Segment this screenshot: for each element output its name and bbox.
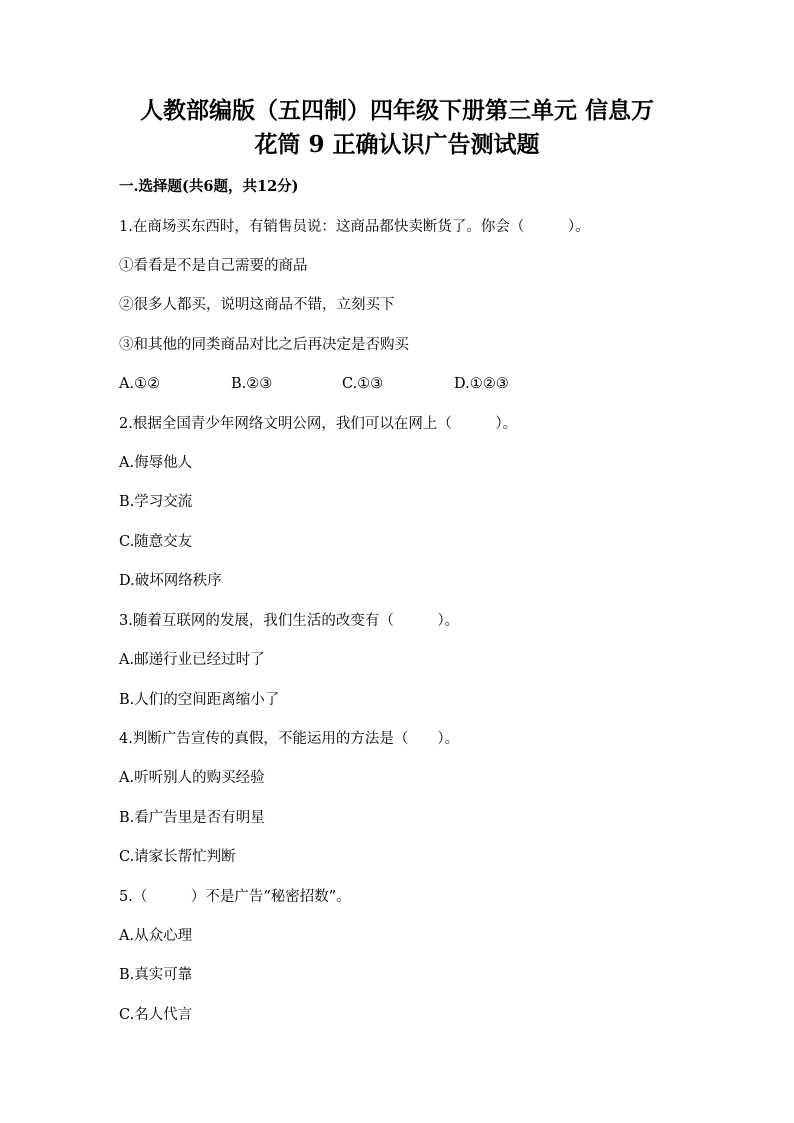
- question-1-statement-1: ①看看是不是自己需要的商品: [119, 258, 308, 274]
- question-1-statement-2: ②很多人都买，说明这商品不错，立刻买下: [119, 297, 395, 313]
- question-4-option-c: C.请家长帮忙判断: [119, 849, 236, 865]
- question-3-option-b: B.人们的空间距离缩小了: [119, 692, 280, 708]
- question-1-option-b: B.②③: [231, 376, 273, 392]
- question-2-option-d: D.破坏网络秩序: [119, 573, 222, 589]
- question-2-stem: 2.根据全国青少年网络文明公网，我们可以在网上（ ）。: [119, 416, 518, 432]
- question-2-option-c: C.随意交友: [119, 534, 193, 550]
- question-4-stem: 4.判断广告宣传的真假，不能运用的方法是（ ）。: [119, 731, 460, 747]
- question-1-option-c: C.①③: [342, 376, 384, 392]
- question-1-statement-3: ③和其他的同类商品对比之后再决定是否购买: [119, 337, 409, 353]
- question-2-option-b: B.学习交流: [119, 494, 193, 510]
- document-title-line-1: 人教部编版（五四制）四年级下册第三单元 信息万: [139, 97, 654, 124]
- document-title-line-2: 花筒 9 正确认识广告测试题: [254, 131, 540, 158]
- question-5-option-b: B.真实可靠: [119, 967, 193, 983]
- section-heading: 一.选择题(共6题，共12分): [119, 178, 299, 195]
- question-5-option-c: C.名人代言: [119, 1007, 193, 1023]
- question-1-option-d: D.①②③: [454, 376, 509, 392]
- question-3-stem: 3.随着互联网的发展，我们生活的改变有（ ）。: [119, 613, 460, 629]
- question-4-option-a: A.听听别人的购买经验: [119, 770, 265, 786]
- question-5-option-a: A.从众心理: [119, 928, 193, 944]
- question-1-stem: 1.在商场买东西时，有销售员说：这商品都快卖断货了。你会（ ）。: [119, 219, 590, 235]
- question-1-option-a: A.①②: [119, 376, 161, 392]
- question-5-stem: 5.（ ）不是广告“秘密招数”。: [119, 889, 351, 905]
- question-2-option-a: A.侮辱他人: [119, 455, 193, 471]
- question-4-option-b: B.看广告里是否有明星: [119, 810, 265, 826]
- question-3-option-a: A.邮递行业已经过时了: [119, 652, 265, 668]
